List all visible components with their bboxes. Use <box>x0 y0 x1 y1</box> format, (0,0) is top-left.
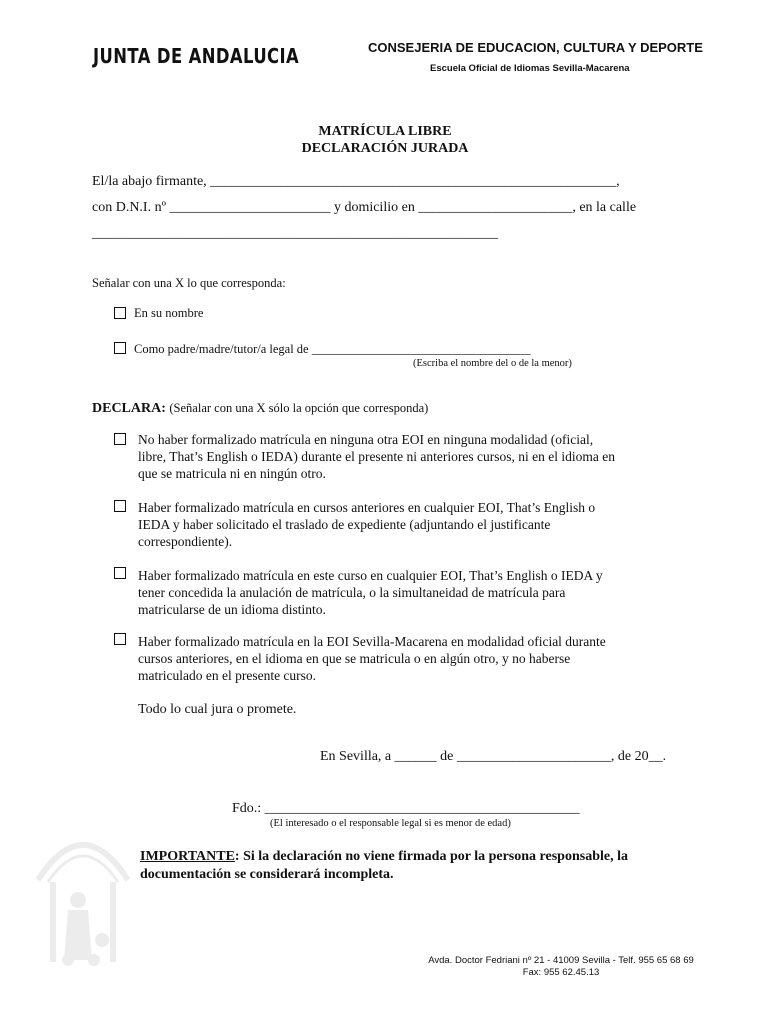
option-como-tutor-label[interactable]: Como padre/madre/tutor/a legal de ___________________________________ <box>134 342 531 356</box>
declara-heading <box>92 401 428 417</box>
declara-instruction: (Señalar con una X sólo la opción que corresponda) <box>169 401 429 415</box>
checkbox-en-su-nombre[interactable] <box>114 307 126 319</box>
declara-label: DECLARA: <box>92 401 166 416</box>
signature-line[interactable]: Fdo.: _____________________________________________ <box>232 801 580 816</box>
andalucia-emblem-watermark <box>28 820 138 970</box>
declara-option-4-line-2: cursos anteriores, en el idioma en que se matricula o en algún otro, y no haberse <box>138 651 571 666</box>
checkbox-declara-option-3[interactable] <box>114 567 126 579</box>
form-title-line1: MATRÍCULA LIBRE <box>318 124 452 139</box>
footer-fax: Fax: 955 62.45.13 <box>522 967 600 978</box>
declara-option-2-line-3: correspondiente). <box>138 534 233 549</box>
section1-instruction: Señalar con una X lo que corresponda: <box>92 276 286 290</box>
checkbox-declara-option-4[interactable] <box>114 633 126 645</box>
declara-option-4 <box>138 633 696 684</box>
declara-option-3-line-2: tener concedida la anulación de matrícula, o la simultaneidad de matrícula para <box>138 585 566 600</box>
declara-option-1-line-3: que se matricula ni en ningún otro. <box>138 466 326 481</box>
escuela-subheading: Escuela Oficial de Idiomas Sevilla-Macarena <box>430 63 630 74</box>
checkbox-declara-option-1[interactable] <box>114 433 126 445</box>
declara-option-2 <box>138 499 696 550</box>
declara-option-4-line-1: Haber formalizado matrícula en la EOI Sevilla-Macarena en modalidad oficial durante <box>138 634 606 649</box>
place-date-line[interactable]: En Sevilla, a ______ de ______________________, de 20__. <box>320 749 667 764</box>
declara-option-3 <box>138 567 696 618</box>
option-en-su-nombre-label: En su nombre <box>134 306 204 320</box>
declara-option-2-line-2: IEDA y haber solicitado el traslado de expediente (adjuntando el justificante <box>138 517 551 532</box>
dni-domicilio-line[interactable]: con D.N.I. nº _______________________ y domicilio en ______________________, en la calle <box>92 200 637 215</box>
declara-option-4-line-3: matriculado en el presente curso. <box>138 668 317 683</box>
declara-option-1 <box>138 431 696 482</box>
consejeria-heading: CONSEJERIA DE EDUCACION, CULTURA Y DEPORTE <box>368 40 703 55</box>
junta-logo-text: JUNTA DE ANDALUCIA <box>93 44 300 68</box>
important-text: : Si la declaración no viene firmada por la persona responsable, la documentación se considerará incompleta. <box>140 849 628 882</box>
declara-option-2-line-1: Haber formalizado matrícula en cursos anteriores en cualquier EOI, That’s English o <box>138 500 596 515</box>
declara-option-3-line-3: matricularse de un idioma distinto. <box>138 602 326 617</box>
important-label: IMPORTANTE <box>140 849 235 864</box>
important-notice <box>140 848 700 884</box>
closing-statement: Todo lo cual jura o promete. <box>138 702 297 717</box>
menor-name-note: (Escriba el nombre del o de la menor) <box>413 358 572 369</box>
footer-address: Avda. Doctor Fedriani nº 21 - 41009 Sevilla - Telf. 955 65 68 69 <box>428 955 694 966</box>
declara-option-1-line-1: No haber formalizado matrícula en ninguna otra EOI en ninguna modalidad (oficial, <box>138 432 594 447</box>
checkbox-declara-option-2[interactable] <box>114 500 126 512</box>
form-title-line2: DECLARACIÓN JURADA <box>301 141 469 156</box>
checkbox-como-tutor[interactable] <box>114 342 126 354</box>
calle-line[interactable]: __________________________________________________________ <box>92 226 498 241</box>
declara-option-3-line-1: Haber formalizado matrícula en este curso en cualquier EOI, That’s English o IEDA y <box>138 568 603 583</box>
signature-note: (El interesado o el responsable legal si es menor de edad) <box>270 818 511 829</box>
declara-option-1-line-2: libre, That’s English o IEDA) durante el presente ni anteriores cursos, ni en el idioma en <box>138 449 615 464</box>
firmante-line[interactable]: El/la abajo firmante, __________________________________________________________, <box>92 174 620 189</box>
